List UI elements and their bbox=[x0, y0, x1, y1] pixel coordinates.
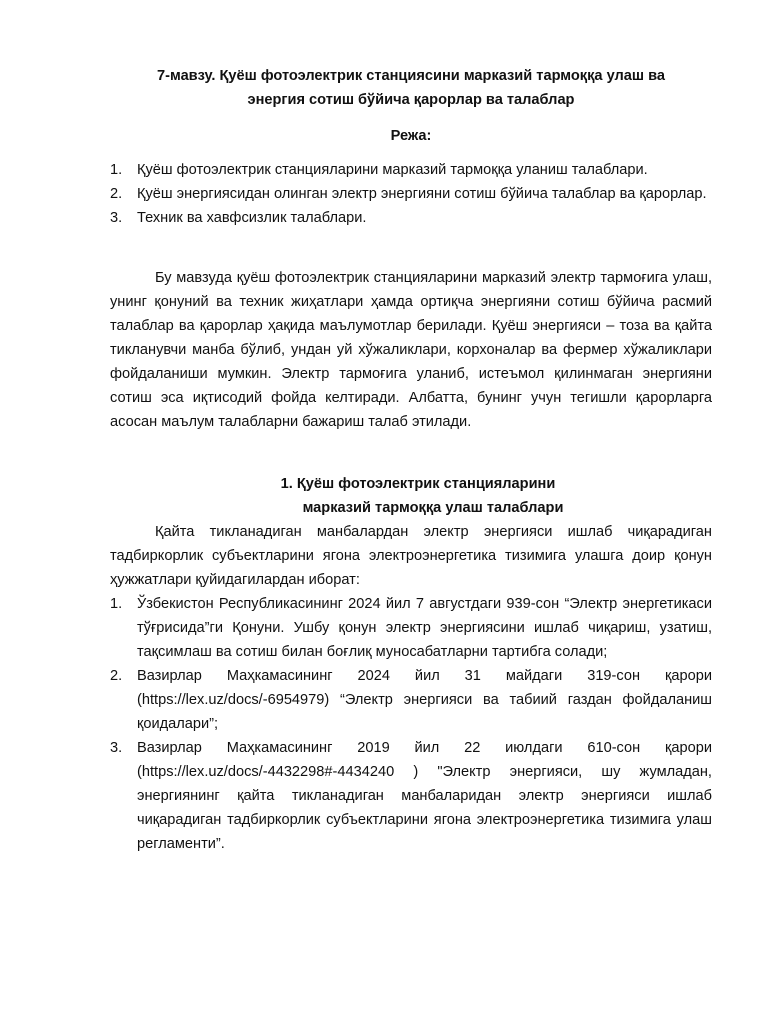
section-1-heading-line-2: марказий тармоққа улаш талаблари bbox=[302, 500, 564, 516]
plan-item bbox=[110, 182, 712, 206]
section-1-paragraph: Қайта тикланадиган манбалардан электр энергияси ишлаб чиқарадиган тадбиркорлик субъектларини ягона электроэнергетика тизимига улашга доир қонун ҳужжатлари қуйидагилардан иборат: bbox=[110, 524, 712, 588]
document-title-line-1: 7-мавзу. Қуёш фотоэлектрик станциясини марказий тармоққа улаш ва bbox=[156, 68, 666, 84]
plan-item bbox=[110, 158, 712, 182]
law-item-number: 2. bbox=[110, 668, 123, 684]
plan-item-number: 1. bbox=[110, 162, 123, 178]
plan-item-text: Техник ва хавфсизлик талаблари. bbox=[137, 210, 367, 226]
document-title bbox=[110, 64, 712, 112]
law-item bbox=[110, 592, 712, 664]
law-item-text: Ўзбекистон Республикасининг 2024 йил 7 августдаги 939-сон “Электр энергетикаси тўғрисида”ги Қонуни. Ушбу қонун электр энергиясини ишлаб чиқариш, узатиш, тақсимлаш ва сотиш билан боғлиқ муносабатларни тартибга солади; bbox=[137, 596, 712, 660]
plan-item-text: Қуёш энергиясидан олинган электр энергияни сотиш бўйича талаблар ва қарорлар. bbox=[137, 186, 707, 202]
law-item-number: 1. bbox=[110, 596, 123, 612]
law-item-text: Вазирлар Маҳкамасининг 2024 йил 31 майдаги 319-сон қарори (https://lex.uz/docs/-6954979) “Электр энергияси ва табиий газдан фойдаланиш қоидалари”; bbox=[137, 668, 712, 732]
law-item bbox=[110, 736, 712, 856]
document-title-line-2: энергия сотиш бўйича қарорлар ва талаблар bbox=[247, 92, 575, 108]
plan-item bbox=[110, 206, 712, 230]
plan-item-text: Қуёш фотоэлектрик станцияларини марказий тармоққа уланиш талаблари. bbox=[137, 162, 648, 178]
section-1-heading bbox=[110, 472, 712, 520]
plan-heading: Режа: bbox=[390, 128, 432, 144]
law-item-text: Вазирлар Маҳкамасининг 2019 йил 22 июлдаги 610-сон қарори (https://lex.uz/docs/-4432298#-4434240 ) "Электр энергияси, шу жумладан, энергиянинг қайта тикланадиган манбаларидан электр энергияси ишлаб чиқарадиган тадбиркорлик субъектларини ягона электроэнергетика тизимига улаш регламенти”. bbox=[137, 740, 712, 852]
plan-list bbox=[110, 158, 712, 230]
document-page bbox=[110, 64, 712, 856]
section-1-heading-line-1: 1. Қуёш фотоэлектрик станцияларини bbox=[280, 476, 556, 492]
law-item bbox=[110, 664, 712, 736]
intro-paragraph: Бу мавзуда қуёш фотоэлектрик станцияларини марказий электр тармоғига улаш, унинг қонуний ва техник жиҳатлари ҳамда ортиқча энергияни сотиш бўйича расмий талаблар ва қарорлар ҳақида маълумотлар берилади. Қуёш энергияси – тоза ва қайта тикланувчи манба бўлиб, ундан уй хўжаликлари, корхоналар ва фермер хўжаликлари фойдаланиши мумкин. Электр тармоғига уланиб, истеъмол қилинмаган энергияни сотиш эса иқтисодий фойда келтиради. Албатта, бунинг учун тегишли қарорларга асосан маълум талабларни бажариш талаб этилади. bbox=[110, 270, 712, 430]
plan-item-number: 3. bbox=[110, 210, 123, 226]
laws-list bbox=[110, 592, 712, 856]
law-item-number: 3. bbox=[110, 740, 123, 756]
plan-item-number: 2. bbox=[110, 186, 123, 202]
